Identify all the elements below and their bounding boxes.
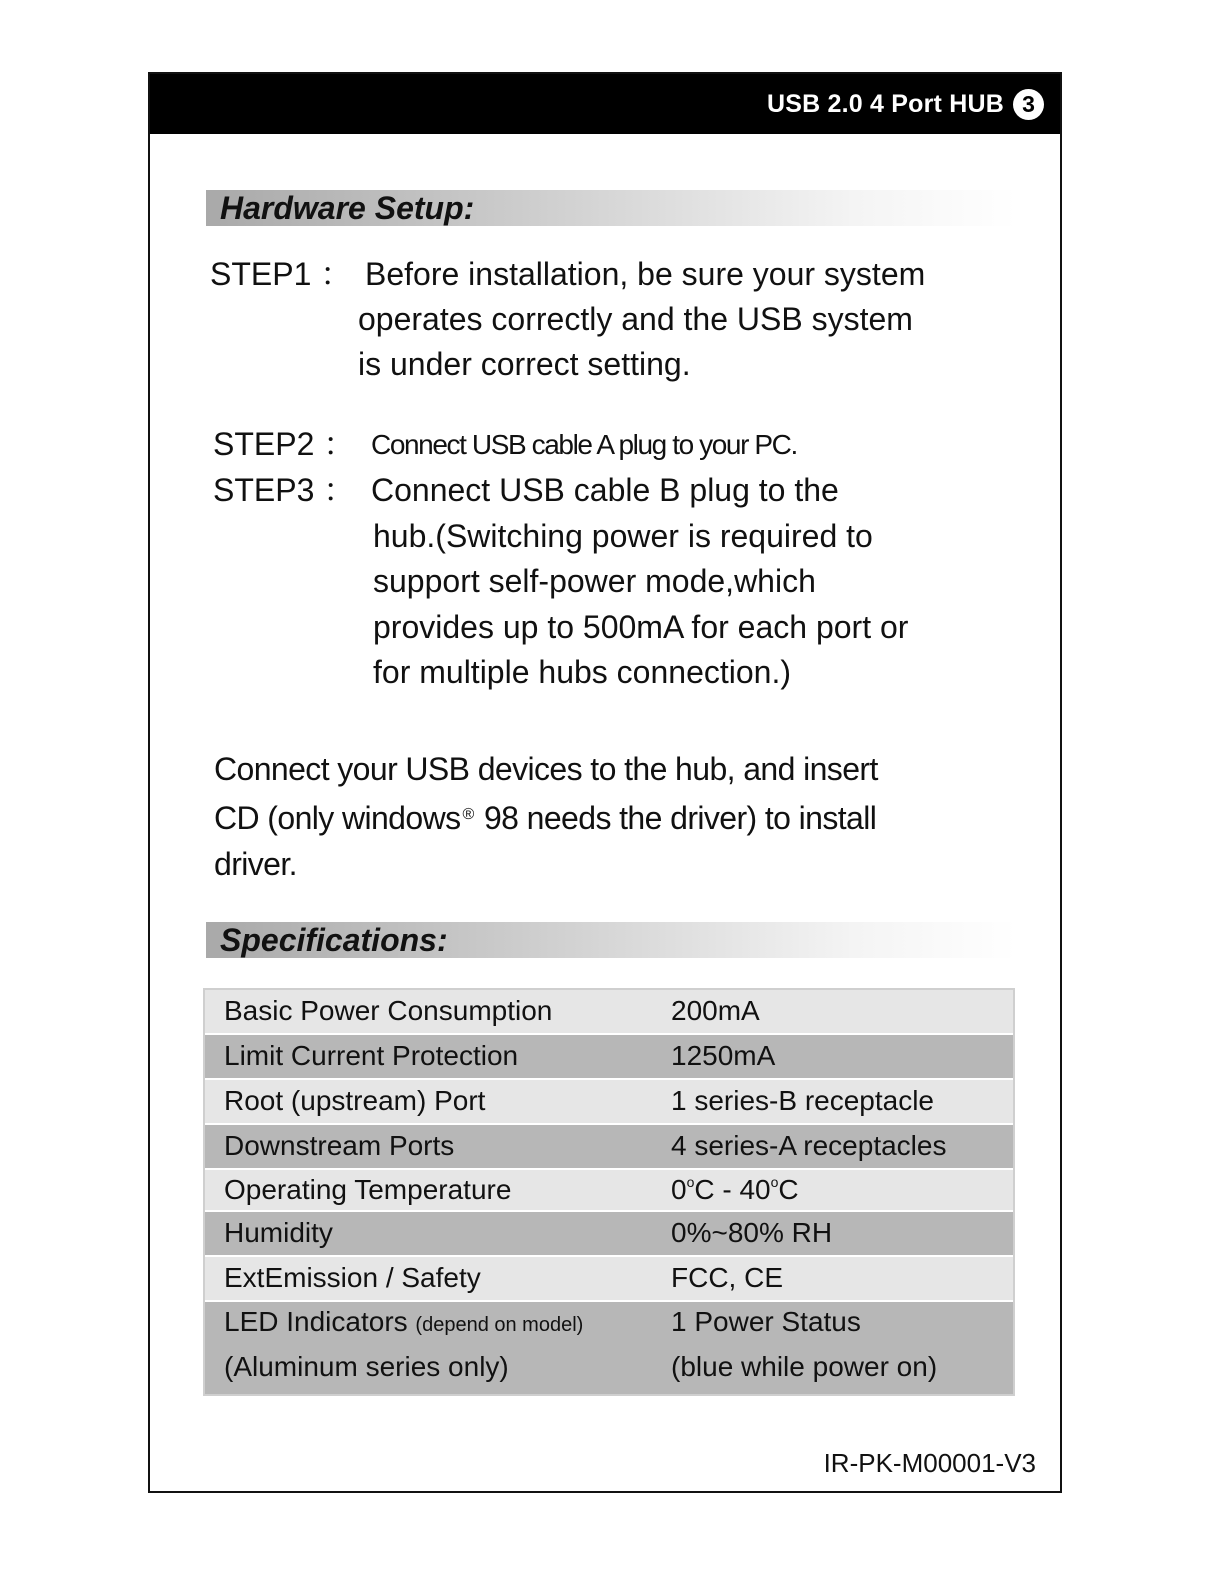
table-row — [205, 1170, 1013, 1212]
hardware-setup-heading-bar — [206, 190, 1016, 226]
spec-label-note: (depend on model) — [415, 1314, 584, 1336]
step-3-line-5: for multiple hubs connection.) — [373, 654, 791, 690]
spec-value: 200mA — [671, 995, 760, 1026]
spec-value: 0$^o$C - 40$^o$C — [671, 1174, 799, 1205]
step-label: STEP2 ： — [213, 426, 356, 462]
table-row — [205, 1302, 1013, 1394]
step-3-line-4: provides up to 500mA for each port or — [373, 609, 909, 645]
spec-label: ExtEmission / Safety — [224, 1262, 481, 1293]
specifications-heading: Specifications: — [220, 922, 448, 958]
connect-note-line-2: CD (only windows ® 98 needs the driver) to install — [214, 800, 877, 836]
manual-page — [148, 72, 1062, 1493]
step-3 — [213, 468, 1033, 698]
spec-label-line-2: (Aluminum series only) — [224, 1351, 509, 1382]
spec-value-line-2: (blue while power on) — [671, 1351, 938, 1382]
table-row — [205, 1212, 1013, 1257]
step-1-line-3: is under correct setting. — [358, 346, 691, 382]
hardware-setup-heading: Hardware Setup: — [220, 190, 475, 226]
spec-value: 4 series-A receptacles — [671, 1130, 947, 1161]
step-label: STEP1 ： — [210, 256, 353, 292]
table-row — [205, 1125, 1013, 1170]
step-2-line-1: Connect USB cable A plug to your PC. — [371, 429, 797, 460]
step-1-line-1: Before installation, be sure your system — [365, 256, 926, 292]
step-2 — [213, 422, 1033, 467]
spec-label: Root (upstream) Port — [224, 1085, 486, 1116]
connect-note — [214, 746, 1014, 887]
page-number-badge: 3 — [1013, 89, 1044, 120]
spec-label: LED Indicators (depend on model) — [224, 1306, 584, 1337]
step-1 — [210, 252, 1030, 392]
connect-note-line-3: driver. — [214, 846, 297, 882]
spec-value: 1250mA — [671, 1040, 776, 1071]
spec-label: Limit Current Protection — [224, 1040, 519, 1071]
spec-value: 0%~80% RH — [671, 1217, 833, 1248]
spec-label: Operating Temperature — [224, 1174, 512, 1205]
specifications-table — [203, 988, 1015, 1396]
step-3-line-3: support self-power mode,which — [373, 563, 816, 599]
registered-mark: ® — [462, 806, 474, 823]
spec-value: 1 Power Status — [671, 1306, 861, 1337]
step-3-line-2: hub.(Switching power is required to — [373, 518, 873, 554]
step-1-line-2: operates correctly and the USB system — [358, 301, 913, 337]
step-3-line-1: Connect USB cable B plug to the — [371, 472, 839, 508]
spec-label: Basic Power Consumption — [224, 995, 553, 1026]
spec-label: Humidity — [224, 1217, 333, 1248]
table-row — [205, 1035, 1013, 1080]
table-row — [205, 1080, 1013, 1125]
document-code: IR-PK-M00001-V3 — [823, 1448, 1036, 1478]
spec-value: FCC, CE — [671, 1262, 783, 1293]
spec-value: 1 series-B receptacle — [671, 1085, 935, 1116]
specifications-heading-bar — [206, 922, 1016, 958]
table-row — [205, 990, 1013, 1035]
header-bar — [150, 74, 1060, 134]
table-row — [205, 1257, 1013, 1302]
spec-label: Downstream Ports — [224, 1130, 455, 1161]
step-label: STEP3 ： — [213, 472, 356, 508]
page-title: USB 2.0 4 Port HUB — [767, 90, 1004, 118]
connect-note-line-1: Connect your USB devices to the hub, and insert — [214, 751, 878, 787]
